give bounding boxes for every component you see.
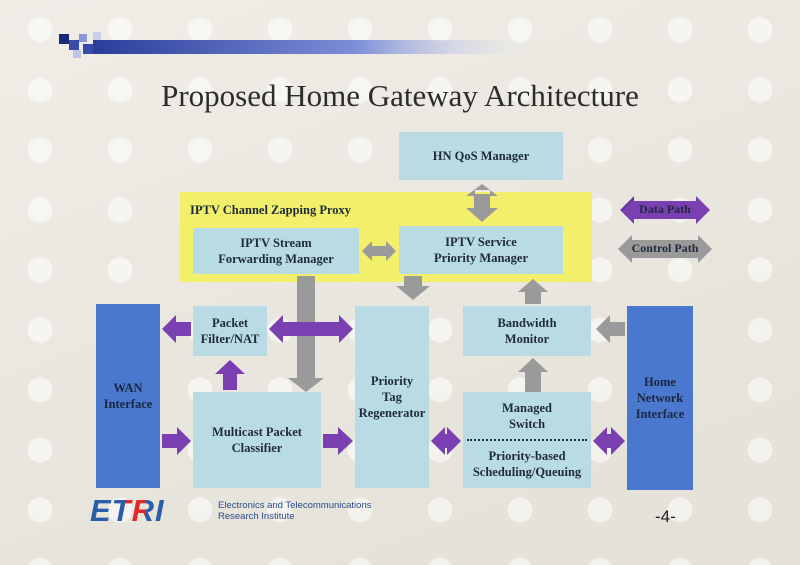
multicast-to-filter-arrow	[215, 360, 245, 390]
switch-home-arrow	[593, 427, 625, 455]
packet-filter-box: Packet Filter/NAT	[193, 306, 267, 356]
slide-title: Proposed Home Gateway Architecture	[161, 78, 639, 113]
etri-logo-text: ETRI	[90, 493, 165, 528]
scheduling-label: Priority-based Scheduling/Queuing	[472, 449, 582, 479]
switch-to-bw-arrow	[518, 358, 548, 392]
fwd-service-arrow	[362, 241, 396, 261]
page-number: -4-	[655, 507, 676, 526]
wan-to-multicast-arrow	[162, 427, 191, 455]
legend-control-label: Control Path	[631, 241, 699, 255]
etri-name	[218, 500, 371, 522]
multicast-to-tag-arrow	[323, 427, 353, 455]
stream-forwarding-manager-box: IPTV Stream Forwarding Manager	[193, 228, 359, 274]
wan-interface-box: WAN Interface	[96, 304, 160, 488]
legend-data-label: Data Path	[639, 202, 691, 216]
service-to-tag-arrow	[396, 276, 430, 300]
hn-qos-manager-box: HN QoS Manager	[399, 132, 563, 180]
qos-arrow-down	[466, 194, 498, 222]
managed-switch-label: Managed Switch	[502, 401, 552, 431]
proxy-label: IPTV Channel Zapping Proxy	[190, 203, 352, 217]
tag-switch-arrow	[431, 427, 461, 455]
etri-logo	[90, 493, 165, 529]
multicast-classifier-box: Multicast Packet Classifier	[193, 392, 321, 488]
filter-to-wan-arrow	[162, 315, 191, 343]
etri-name-line2: Research Institute	[218, 511, 295, 522]
priority-tag-regenerator-box: Priority Tag Regenerator	[355, 306, 429, 488]
etri-name-line1: Electronics and Telecommunications	[218, 500, 372, 511]
home-to-bw-arrow	[596, 315, 625, 343]
bandwidth-monitor-box: Bandwidth Monitor	[463, 306, 591, 356]
home-network-interface-box: Home Network Interface	[627, 306, 693, 490]
service-priority-manager-box: IPTV Service Priority Manager	[399, 226, 563, 274]
bw-to-service-arrow	[518, 279, 548, 304]
